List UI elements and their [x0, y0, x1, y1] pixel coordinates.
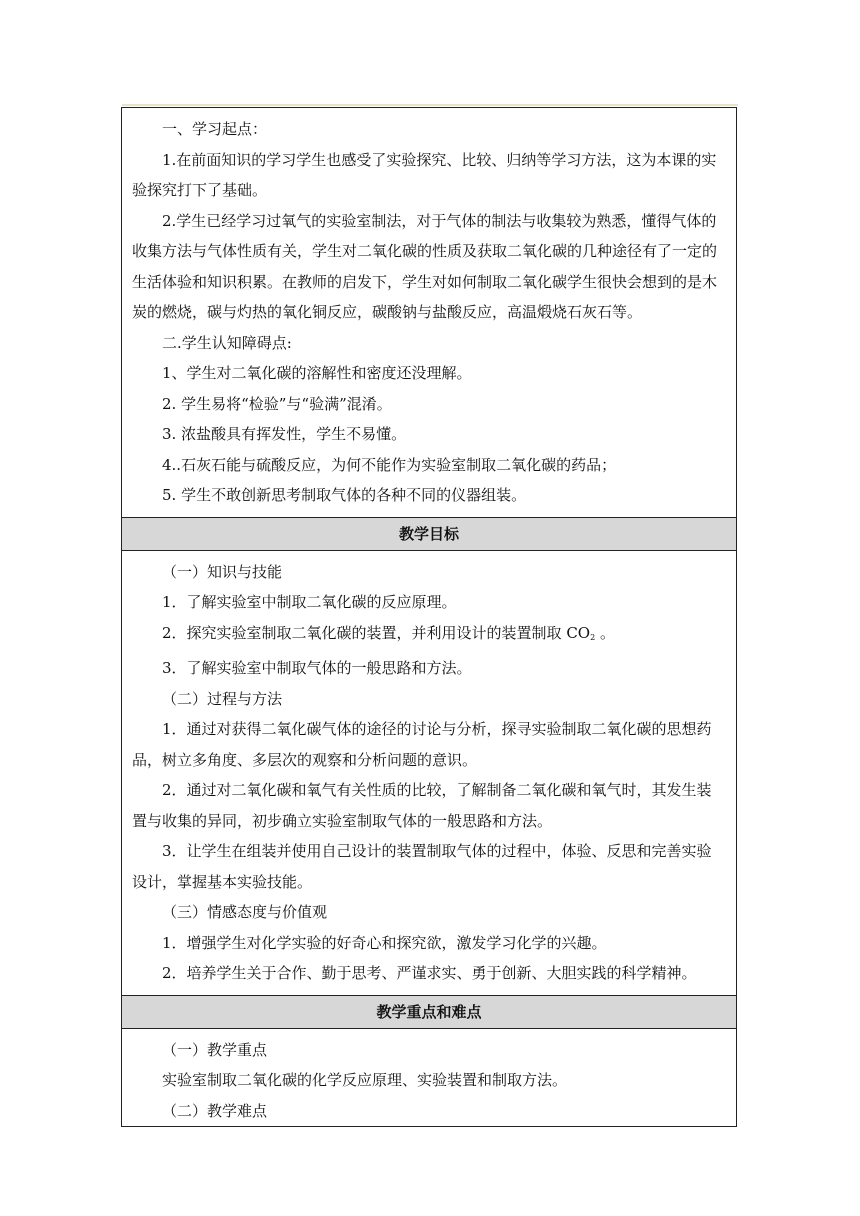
sub-heading: （一）教学重点	[162, 1040, 268, 1059]
list-item: 2. 学生易将“检验”与“验满”混淆。	[162, 394, 392, 413]
list-item: 1、学生对二氧化碳的溶解性和密度还没理解。	[162, 364, 472, 382]
paragraph: 实验室制取二氧化碳的化学反应原理、实验装置和制取方法。	[162, 1071, 568, 1089]
subscript: 2	[590, 632, 596, 642]
learning-start-row	[122, 108, 737, 518]
list-item: 2．通过对二氧化碳和氧气有关性质的比较，了解制备二氧化碳和氧气时，其发生装置与收集的异同，初步确立实验室制取气体的一般思路和方法。	[132, 781, 712, 830]
list-item: 2．探究实验室制取二氧化碳的装置，并利用设计的装置制取 $CO_2$ 。	[162, 623, 615, 642]
list-item: 1．通过对获得二氧化碳气体的途径的讨论与分析，探寻实验制取二氧化碳的思想药品，树立多角度、多层次的观察和分析问题的意识。	[132, 720, 712, 769]
list-item: 1．增强学生对化学实验的好奇心和探究欲，激发学习化学的兴趣。	[162, 933, 607, 952]
teaching-goals-cell	[122, 551, 736, 995]
list-item: 3．让学生在组装并使用自己设计的装置制取气体的过程中，体验、反思和完善实验设计，掌握基本实验技能。	[132, 842, 712, 891]
key-points-row	[122, 1028, 737, 1127]
sub-heading: （二）过程与方法	[162, 689, 283, 708]
paragraph: 1.在前面知识的学习学生也感受了实验探究、比较、归纳等学习方法，这为本课的实验探究打下了基础。	[132, 150, 717, 199]
key-points-cell	[122, 1029, 736, 1127]
key-points-header-row	[122, 995, 737, 1028]
teaching-goals-row	[122, 550, 737, 995]
sub-heading: （一）知识与技能	[162, 562, 283, 581]
list-item: 1．了解实验室中制取二氧化碳的反应原理。	[162, 593, 457, 611]
section-heading: 二.学生认知障碍点:	[162, 333, 292, 352]
sub-heading: （三）情感态度与价值观	[162, 903, 328, 921]
list-item: 5. 学生不敢创新思考制取气体的各种不同的仪器组装。	[162, 486, 527, 504]
list-item: 4..石灰石能与硫酸反应，为何不能作为实验室制取二氧化碳的药品；	[162, 455, 617, 474]
teaching-goals-header-row	[122, 517, 737, 550]
teaching-goals-header: 教学目标	[122, 517, 737, 550]
list-item: 2．培养学生关于合作、勤于思考、严谨求实、勇于创新、大胆实践的科学精神。	[162, 964, 697, 982]
lesson-plan-table	[121, 107, 737, 1127]
key-points-header: 教学重点和难点	[122, 995, 737, 1028]
learning-start-cell	[122, 108, 736, 517]
list-item: 3. 浓盐酸具有挥发性，学生不易懂。	[162, 425, 407, 443]
top-rule	[122, 104, 738, 106]
sub-heading: （二）教学难点	[162, 1101, 268, 1120]
list-item: 3．了解实验室中制取气体的一般思路和方法。	[162, 659, 472, 677]
section-heading: 一、学习起点：	[162, 120, 268, 138]
paragraph: 2.学生已经学习过氧气的实验室制法，对于气体的制法与收集较为熟悉，懂得气体的收集方法与气体性质有关，学生对二氧化碳的性质及获取二氧化碳的几种途径有了一定的生活体验和知识积累。在教师的启发下，学生对如何制取二氧化碳学生很快会想到的是木炭的燃烧，碳与灼热的氧化铜反应，碳酸钠与盐酸反应，高温煅烧石灰石等。	[132, 211, 718, 321]
